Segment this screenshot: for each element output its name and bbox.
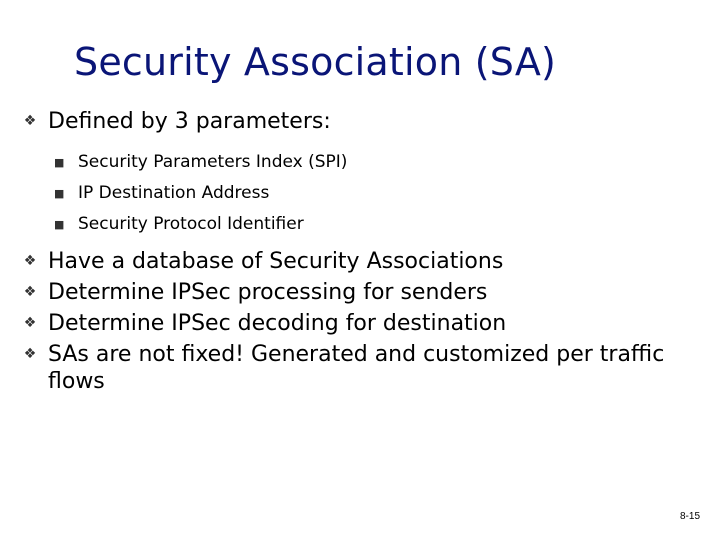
sub-bullet-item <box>22 178 702 209</box>
page-number: 8-15 <box>679 511 700 522</box>
slide-title: Security Association (SA) <box>74 40 557 84</box>
sub-bullet-item <box>22 209 702 240</box>
sub-bullet-text: Security Parameters Index (SPI) <box>78 152 348 172</box>
sub-bullet-text: Security Protocol Identifier <box>78 214 304 234</box>
square-bullet-icon: ■ <box>54 187 65 200</box>
sub-bullet-text: IP Destination Address <box>78 183 270 203</box>
bullet-item <box>22 248 702 275</box>
square-bullet-icon: ■ <box>54 156 65 169</box>
bullet-item <box>22 108 702 135</box>
bullet-item <box>22 341 702 395</box>
bullet-text: SAs are not fixed! Generated and customized per traffic flows <box>48 342 665 394</box>
diamond-v-bullet-icon: ❖ <box>23 284 37 300</box>
bullet-item <box>22 279 702 306</box>
bullet-text: Have a database of Security Associations <box>48 249 504 274</box>
diamond-v-bullet-icon: ❖ <box>23 113 37 129</box>
bullet-item <box>22 310 702 337</box>
bullet-text: Determine IPSec processing for senders <box>48 280 488 305</box>
bullet-list <box>22 108 702 399</box>
bullet-text: Determine IPSec decoding for destination <box>48 311 507 336</box>
diamond-v-bullet-icon: ❖ <box>23 346 37 362</box>
sub-bullet-list <box>22 147 702 240</box>
square-bullet-icon: ■ <box>54 218 65 231</box>
sub-bullet-item <box>22 147 702 178</box>
diamond-v-bullet-icon: ❖ <box>23 253 37 269</box>
diamond-v-bullet-icon: ❖ <box>23 315 37 331</box>
bullet-text: Defined by 3 parameters: <box>48 109 331 134</box>
